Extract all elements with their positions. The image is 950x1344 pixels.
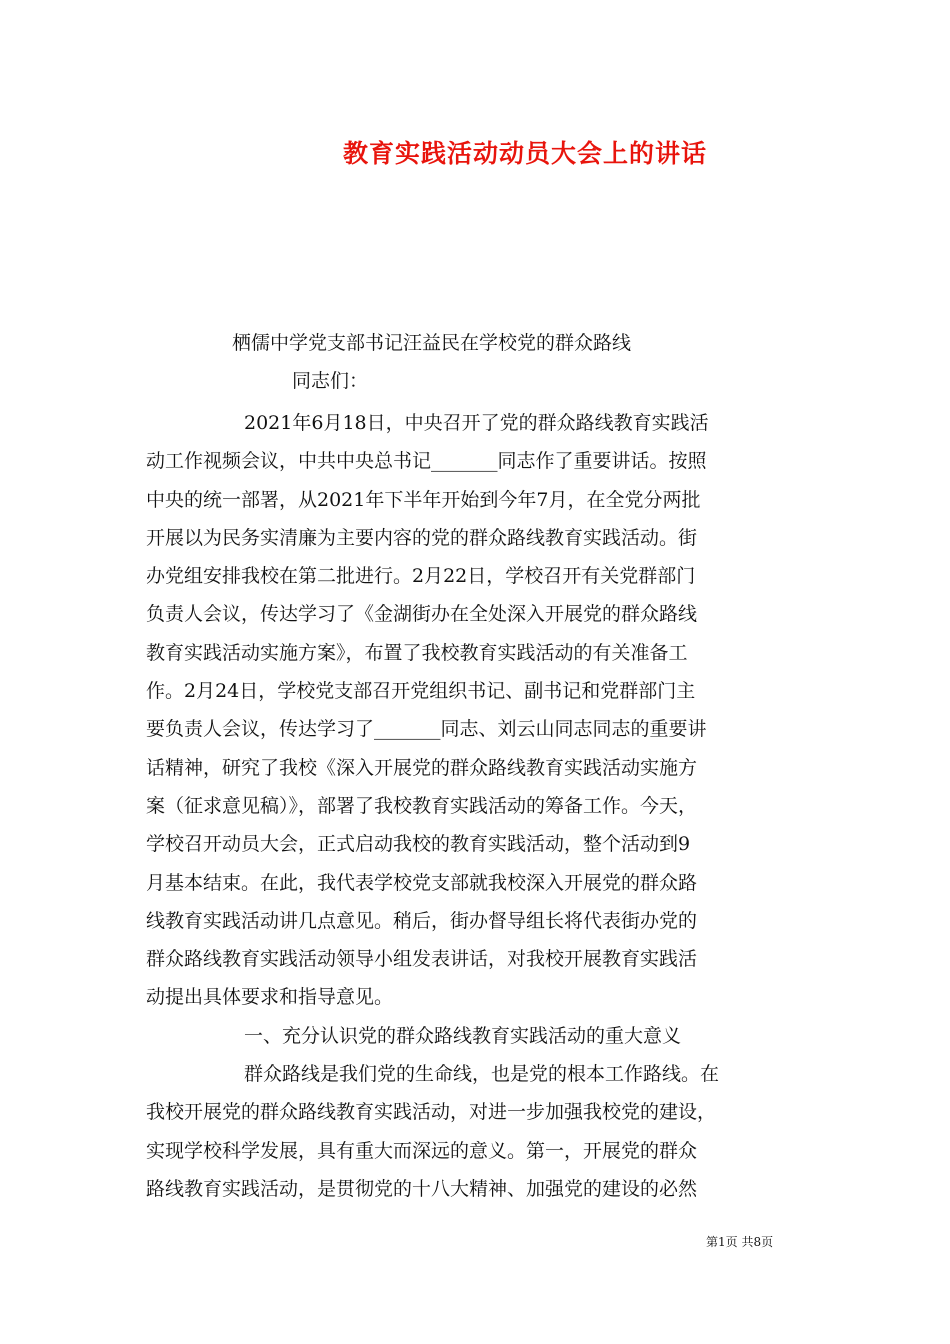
page-number: 第1页 共8页 [706,1235,774,1249]
body-line: 2021年6月18日，中央召开了党的群众路线教育实践活 [244,412,709,434]
body-line: 开展以为民务实清廉为主要内容的党的群众路线教育实践活动。街 [146,526,698,549]
section-heading: 一、充分认识党的群众路线教育实践活动的重大意义 [244,1024,682,1047]
body-line: 中央的统一部署，从2021年下半年开始到今年7月，在全党分两批 [146,488,701,511]
greeting: 同志们： [292,370,369,392]
body-line: 线教育实践活动讲几点意见。稍后，街办督导组长将代表街办党的 [146,909,698,932]
body-line: 动提出具体要求和指导意见。 [146,986,394,1009]
body-line: 动工作视频会议，中共中央总书记_______同志作了重要讲话。按照 [146,450,707,473]
body-line: 月基本结束。在此，我代表学校党支部就我校深入开展党的群众路 [146,871,698,894]
body-line: 要负责人会议，传达学习了_______同志、刘云山同志同志的重要讲 [146,718,707,741]
body-line: 办党组安排我校在第二批进行。2月22日，学校召开有关党群部门 [146,565,696,588]
body-line: 负责人会议，传达学习了《金湖街办在全处深入开展党的群众路线 [146,603,698,626]
body-text [146,404,806,1208]
body-line: 学校召开动员大会，正式启动我校的教育实践活动，整个活动到9 [146,833,691,856]
body-line: 作。2月24日，学校党支部召开党组织书记、副书记和党群部门主 [146,680,696,703]
body-line: 实现学校科学发展，具有重大而深远的意义。第一，开展党的群众 [146,1139,698,1162]
body-line: 群众路线教育实践活动领导小组发表讲话，对我校开展教育实践活 [146,948,698,971]
document-subtitle: 栖儒中学党支部书记汪益民在学校党的群众路线 [232,332,632,354]
body-line: 话精神，研究了我校《深入开展党的群众路线教育实践活动实施方 [146,756,698,779]
body-line: 路线教育实践活动，是贯彻党的十八大精神、加强党的建设的必然 [146,1177,698,1200]
body-line: 案（征求意见稿）》，部署了我校教育实践活动的筹备工作。今天， [146,794,698,817]
body-line: 群众路线是我们党的生命线，也是党的根本工作路线。在 [244,1063,720,1086]
body-line: 我校开展党的群众路线教育实践活动，对进一步加强我校党的建设， [146,1101,717,1124]
document-title: 教育实践活动动员大会上的讲话 [342,139,707,168]
body-line: 教育实践活动实施方案》，布置了我校教育实践活动的有关准备工 [146,641,688,664]
